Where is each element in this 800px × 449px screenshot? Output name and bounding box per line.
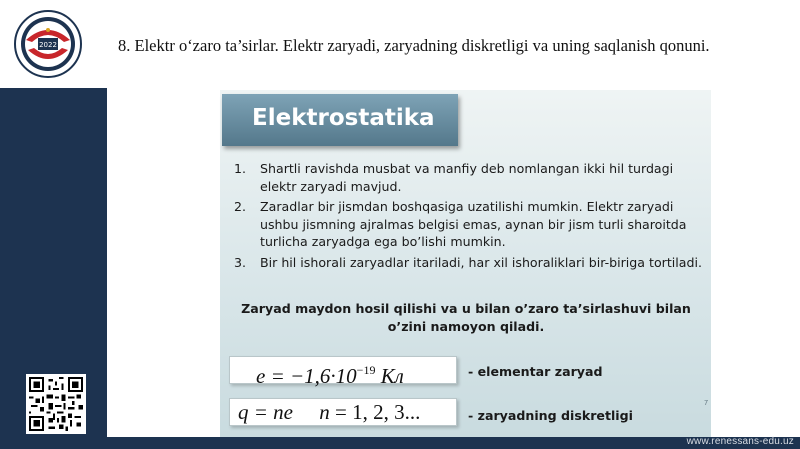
qr-code-icon[interactable] bbox=[26, 374, 86, 434]
svg-text:2022: 2022 bbox=[39, 41, 57, 49]
formula-unit: Кл bbox=[380, 364, 404, 388]
slide-header bbox=[222, 94, 458, 146]
footer-url-link[interactable]: www.renessans-edu.uz bbox=[686, 436, 794, 447]
formula-seq: = 1, 2, 3... bbox=[335, 400, 421, 424]
summary-line-2: o’zini namoyon qiladi. bbox=[387, 319, 545, 334]
formula-main: q = ne bbox=[238, 400, 293, 424]
list-item bbox=[234, 198, 706, 251]
slide-page-number: 7 bbox=[704, 400, 708, 407]
numbered-list bbox=[234, 160, 706, 274]
formula-seq-var: n bbox=[319, 400, 330, 424]
top-header bbox=[0, 0, 800, 85]
footer-bar bbox=[107, 437, 800, 449]
elementary-charge-formula bbox=[229, 356, 457, 388]
list-item-number: 2. bbox=[234, 199, 247, 214]
list-item-text: Shartli ravishda musbat va manfiy deb nomlangan ikki hil turdagi elektr zaryadi mavjud. bbox=[260, 161, 674, 194]
list-item bbox=[234, 160, 706, 195]
list-item bbox=[234, 254, 706, 272]
list-item-number: 1. bbox=[234, 161, 247, 176]
page-title: 8. Elektr o‘zaro ta’sirlar. Elektr zaryadi, zaryadning diskretligi va uning saqlanish qonuni. bbox=[118, 36, 710, 55]
list-item-text: Zaradlar bir jismdan boshqasiga uzatilishi mumkin. Elektr zaryadi ushbu jismning ajralmas belgisi emas, aynan bir jism turli sharoitda turlicha zaryadga ega bo’lishi mumkin. bbox=[260, 199, 687, 249]
slide-panel bbox=[220, 90, 711, 437]
list-item-number: 3. bbox=[234, 254, 247, 270]
charge-discreteness-formula bbox=[229, 398, 457, 426]
slide-title: Elektrostatika bbox=[252, 105, 435, 131]
list-item-text: Bir hil ishorali zaryadlar itariladi, har xil ishoraliklari bir-biriga tortiladi. bbox=[260, 254, 702, 270]
summary-text bbox=[240, 300, 692, 336]
formula-main: e = −1,6·10 bbox=[256, 364, 357, 388]
formula-label: - elementar zaryad bbox=[468, 364, 603, 379]
summary-line-1: Zaryad maydon hosil qilishi va u bilan o’zaro ta’sirlashuvi bilan bbox=[241, 301, 691, 316]
university-seal-icon bbox=[14, 10, 82, 78]
formula-label: - zaryadning diskretligi bbox=[468, 408, 633, 423]
formula-exponent: −19 bbox=[356, 363, 376, 377]
